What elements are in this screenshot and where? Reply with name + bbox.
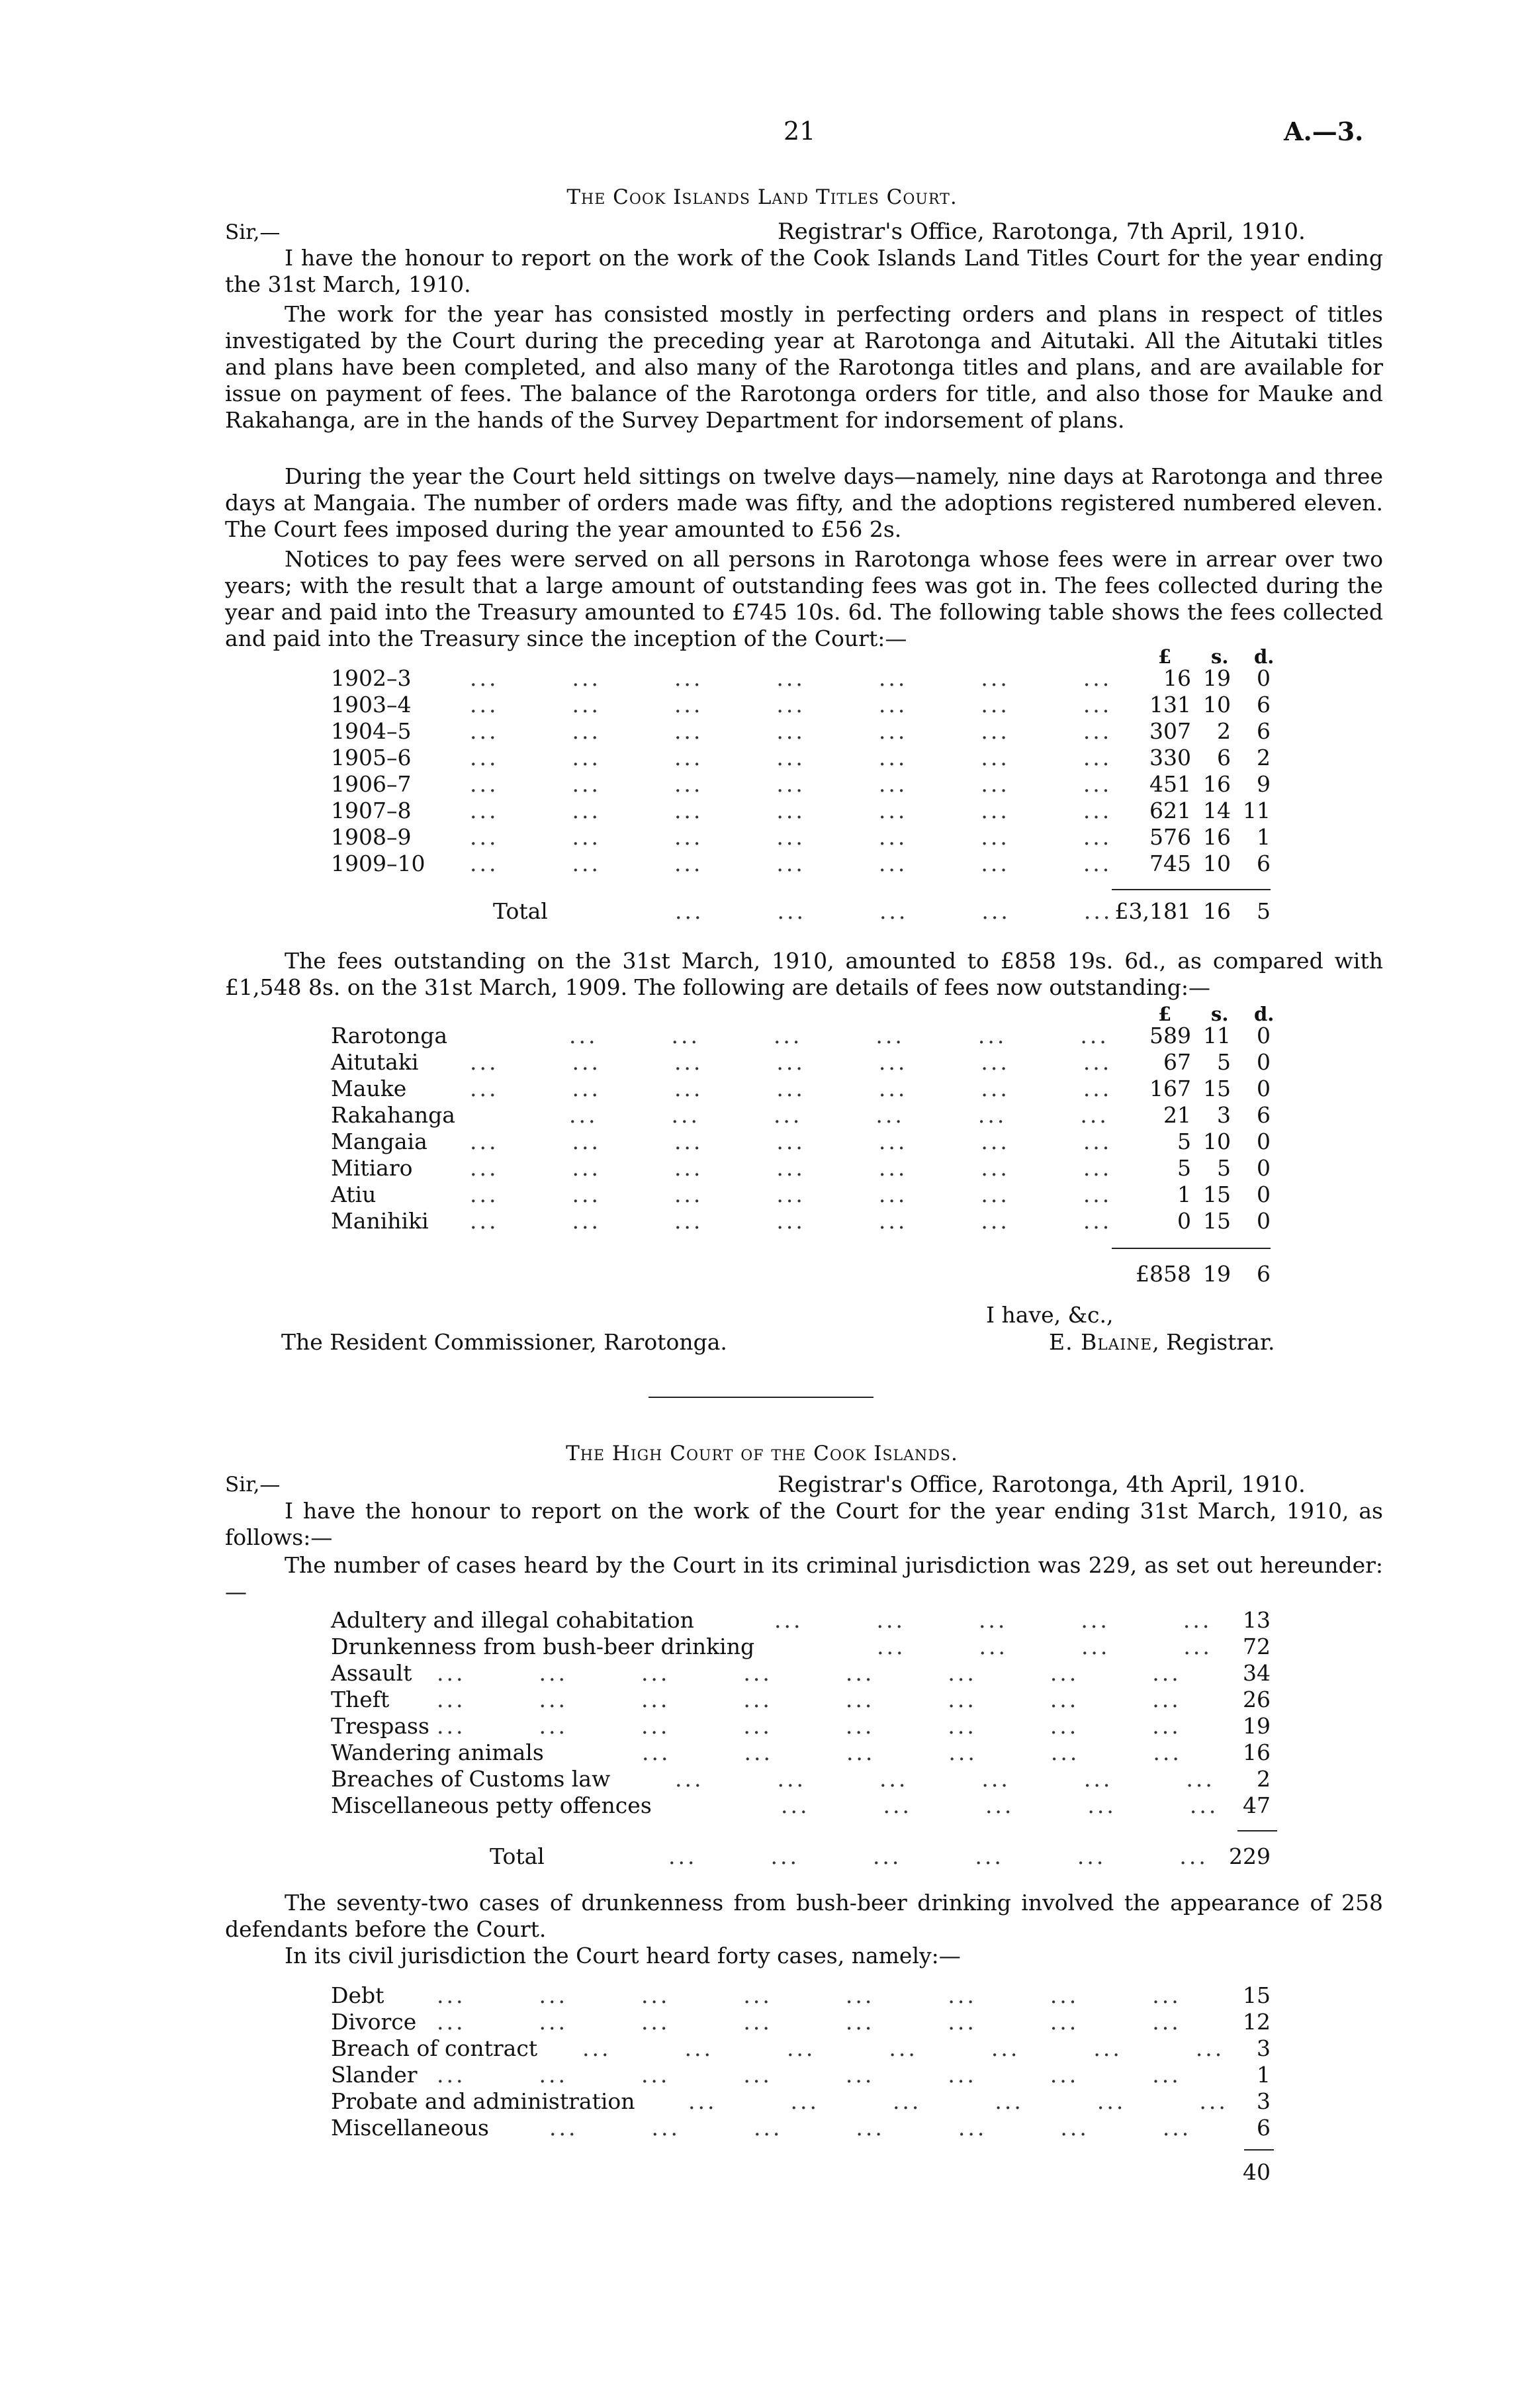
shillings-cell: 16 [1203,824,1231,850]
shillings-cell: 10 [1203,1129,1231,1154]
count-cell: 19 [1243,1713,1271,1739]
shillings-cell: 15 [1203,1208,1231,1234]
pounds-cell: 589 [1149,1023,1191,1048]
section-divider [649,1397,874,1398]
offence-label: Theft [331,1687,390,1712]
total-count: 40 [1243,2159,1271,2185]
leader-dots: ... ... ... ... ... ... ... [470,745,1112,770]
total-pounds: £858 [1136,1261,1191,1287]
leader-dots: ... ... ... ... [877,1634,1212,1659]
shillings-cell: 15 [1203,1181,1231,1207]
count-cell: 47 [1243,1792,1271,1818]
total-pounds: £3,181 [1114,898,1191,924]
shillings-cell: 6 [1217,745,1231,770]
land-court-paragraph-3: During the year the Court held sittings on twelve days—namely, nine days at Rarotonga and three days at Mangaia. The number of orders made was fifty, and the adoptions registered numbered eleven. The Court fees imposed during the year amounted to £56 2s. [225,463,1383,542]
signature [1049,1329,1275,1355]
document-reference: A.—3. [1284,116,1364,146]
island-label: Mitiaro [331,1155,413,1181]
pounds-header: £ [1158,645,1172,668]
leader-dots: ... ... ... ... ... ... ... ... [437,1713,1181,1739]
high-court-location-date: Registrar's Office, Rarotonga, 4th April, 1910. [778,1471,1306,1498]
leader-dots: ... ... ... ... ... ... ... [582,2035,1225,2061]
count-cell: 13 [1243,1607,1271,1633]
signature-name: E. Blaine [1049,1329,1153,1355]
offence-label: Trespass [331,1713,429,1739]
year-label: 1908–9 [331,824,412,850]
high-court-salutation: Sir,— [225,1473,281,1497]
leader-dots: ... ... ... ... ... ... ... [470,851,1112,876]
drunkenness-note: The seventy-two cases of drunkenness from bush-beer drinking involved the appearance of 258 defendants before the Court. [225,1890,1383,1942]
leader-dots: ... ... ... ... ... ... [688,2088,1228,2114]
shillings-cell: 10 [1203,692,1231,718]
pounds-cell: 131 [1149,692,1191,718]
count-cell: 16 [1243,1739,1271,1765]
count-cell: 34 [1243,1660,1271,1686]
leader-dots: ... ... ... ... ... ... ... [470,798,1112,823]
count-cell: 72 [1243,1634,1271,1659]
shillings-cell: 16 [1203,771,1231,797]
leader-dots: ... ... ... ... ... ... ... [470,1208,1112,1234]
shillings-cell: 5 [1217,1049,1231,1075]
shillings-cell: 5 [1217,1155,1231,1181]
leader-dots: ... ... ... ... ... ... ... [470,771,1112,797]
pence-cell: 0 [1257,665,1271,691]
pounds-cell: 745 [1149,851,1191,876]
pounds-cell: 5 [1177,1155,1191,1181]
total-pence: 6 [1257,1261,1271,1287]
total-count: 229 [1229,1843,1271,1869]
leader-dots: ... ... ... ... ... [781,1792,1219,1818]
pounds-cell: 5 [1177,1129,1191,1154]
leader-dots: ... ... ... ... ... ... ... [470,1129,1112,1154]
count-cell: 1 [1257,2062,1271,2088]
pounds-cell: 307 [1149,718,1191,744]
pounds-cell: 576 [1149,824,1191,850]
leader-dots: ... ... ... ... ... ... ... ... [437,2009,1181,2035]
year-label: 1907–8 [331,798,412,823]
shillings-cell: 10 [1203,851,1231,876]
total-rule [1237,1830,1277,1831]
leader-dots: ... ... ... ... ... ... ... [470,1155,1112,1181]
island-label: Mauke [331,1076,407,1101]
pence-cell: 0 [1257,1181,1271,1207]
shillings-cell: 11 [1203,1023,1231,1048]
pence-cell: 9 [1257,771,1271,797]
pence-cell: 6 [1257,718,1271,744]
land-court-paragraph-4: Notices to pay fees were served on all persons in Rarotonga whose fees were in arrear over two years; with the result that a large amount of outstanding fees was got in. The fees collected during the year and paid into the Treasury amounted to £745 10s. 6d. The following table shows the fees collected and paid into the Treasury since the inception of the Court:— [225,546,1383,651]
pounds-cell: 451 [1149,771,1191,797]
high-court-intro: I have the honour to report on the work of the Court for the year ending 31st March, 1910, as follows:— [225,1498,1383,1550]
shillings-cell: 2 [1217,718,1231,744]
pence-cell: 6 [1257,692,1271,718]
pounds-cell: 67 [1163,1049,1191,1075]
year-label: 1906–7 [331,771,412,797]
leader-dots: ... ... ... ... ... ... ... [470,692,1112,718]
pounds-cell: 1 [1177,1181,1191,1207]
total-label: Total [493,898,548,924]
total-rule [1244,2149,1274,2151]
year-label: 1905–6 [331,745,412,770]
offence-label: Miscellaneous petty offences [331,1792,652,1818]
land-court-paragraph-2: The work for the year has consisted mostly in perfecting orders and plans in respect of titles investigated by the Court during the preceding year at Rarotonga and Aitutaki. All the Aitutaki titles and plans have been completed, and also many of the Rarotonga titles and plans, and are available for issue on payment of fees. The balance of the Rarotonga orders for title, and also those for Mauke and Rakahanga, are in the hands of the Survey Department for indorsement of plans. [225,301,1383,433]
shillings-cell: 15 [1203,1076,1231,1101]
pence-cell: 0 [1257,1049,1271,1075]
pence-header: d. [1254,1003,1275,1025]
island-label: Mangaia [331,1129,427,1154]
leader-dots: ... ... ... ... ... ... ... [470,1049,1112,1075]
shillings-cell: 19 [1203,665,1231,691]
pounds-cell: 621 [1149,798,1191,823]
leader-dots: ... ... ... ... ... ... ... ... [437,1687,1181,1712]
case-type-label: Debt [331,1982,384,2008]
leader-dots: ... ... ... ... ... [774,1607,1212,1633]
outstanding-paragraph: The fees outstanding on the 31st March, 1910, amounted to £858 19s. 6d., as compared with £1,548 8s. on the 31st March, 1909. The following are details of fees now outstanding:— [225,948,1383,1000]
case-type-label: Miscellaneous [331,2115,489,2141]
count-cell: 2 [1257,1766,1271,1792]
offence-label: Drunkenness from bush-beer drinking [331,1634,755,1659]
island-label: Rarotonga [331,1023,448,1048]
case-type-label: Probate and administration [331,2088,635,2114]
offence-label: Adultery and illegal cohabitation [331,1607,694,1633]
leader-dots: ... ... ... ... ... ... [675,1766,1215,1792]
closing: I have, &c., [986,1302,1114,1328]
pounds-cell: 330 [1149,745,1191,770]
pence-cell: 0 [1257,1076,1271,1101]
count-cell: 3 [1257,2088,1271,2114]
pence-cell: 11 [1243,798,1271,823]
total-rule [1112,1248,1271,1249]
island-label: Manihiki [331,1208,429,1234]
shillings-cell: 14 [1203,798,1231,823]
pence-cell: 6 [1257,851,1271,876]
offence-label: Assault [331,1660,412,1686]
year-label: 1903–4 [331,692,412,718]
leader-dots: ... ... ... ... ... [675,898,1113,924]
pounds-cell: 0 [1177,1208,1191,1234]
pounds-header: £ [1158,1003,1172,1025]
leader-dots: ... ... ... ... ... ... ... [470,665,1112,691]
year-label: 1909–10 [331,851,426,876]
case-type-label: Breach of contract [331,2035,538,2061]
total-label: Total [490,1843,545,1869]
pounds-cell: 21 [1163,1102,1191,1128]
count-cell: 3 [1257,2035,1271,2061]
land-court-title: The Cook Islands Land Titles Court. [566,185,958,209]
pence-cell: 0 [1257,1129,1271,1154]
pounds-cell: 167 [1149,1076,1191,1101]
leader-dots: ... ... ... ... ... ... [569,1023,1109,1048]
leader-dots: ... ... ... ... ... ... ... [549,2115,1192,2141]
addressee: The Resident Commissioner, Rarotonga. [281,1329,727,1355]
pounds-cell: 16 [1163,665,1191,691]
total-rule [1112,889,1271,890]
page-number: 21 [784,116,816,146]
shillings-cell: 3 [1217,1102,1231,1128]
leader-dots: ... ... ... ... ... ... [569,1102,1109,1128]
total-pence: 5 [1257,898,1271,924]
leader-dots: ... ... ... ... ... ... ... ... [437,1660,1181,1686]
leader-dots: ... ... ... ... ... ... [668,1843,1208,1869]
count-cell: 26 [1243,1687,1271,1712]
pence-cell: 6 [1257,1102,1271,1128]
case-type-label: Divorce [331,2009,417,2035]
criminal-intro: The number of cases heard by the Court in its criminal jurisdiction was 229, as set out hereunder:— [225,1552,1383,1604]
count-cell: 6 [1257,2115,1271,2141]
shillings-header: s. [1211,645,1229,668]
pence-cell: 1 [1257,824,1271,850]
leader-dots: ... ... ... ... ... ... ... ... [437,1982,1181,2008]
island-label: Aitutaki [331,1049,419,1075]
pence-cell: 2 [1257,745,1271,770]
land-court-location-date: Registrar's Office, Rarotonga, 7th April, 1910. [778,218,1306,245]
pence-header: d. [1254,645,1275,668]
leader-dots: ... ... ... ... ... ... ... [470,1181,1112,1207]
leader-dots: ... ... ... ... ... ... ... [470,1076,1112,1101]
count-cell: 12 [1243,2009,1271,2035]
offence-label: Breaches of Customs law [331,1766,611,1792]
high-court-title: The High Court of the Cook Islands. [566,1442,958,1465]
shillings-header: s. [1211,1003,1229,1025]
year-label: 1904–5 [331,718,412,744]
civil-intro: In its civil jurisdiction the Court heard forty cases, namely:— [285,1943,961,1968]
land-court-salutation: Sir,— [225,220,281,244]
total-shillings: 19 [1203,1261,1231,1287]
pence-cell: 0 [1257,1023,1271,1048]
island-label: Atiu [331,1181,377,1207]
land-court-paragraph-1: I have the honour to report on the work of the Cook Islands Land Titles Court for the year ending the 31st March, 1910. [225,245,1383,297]
pence-cell: 0 [1257,1155,1271,1181]
leader-dots: ... ... ... ... ... ... [642,1739,1182,1765]
signature-title: , Registrar. [1152,1329,1275,1355]
leader-dots: ... ... ... ... ... ... ... [470,718,1112,744]
count-cell: 15 [1243,1982,1271,2008]
year-label: 1902–3 [331,665,412,691]
pence-cell: 0 [1257,1208,1271,1234]
island-label: Rakahanga [331,1102,455,1128]
total-shillings: 16 [1203,898,1231,924]
offence-label: Wandering animals [331,1739,544,1765]
case-type-label: Slander [331,2062,418,2088]
leader-dots: ... ... ... ... ... ... ... ... [437,2062,1181,2088]
leader-dots: ... ... ... ... ... ... ... [470,824,1112,850]
